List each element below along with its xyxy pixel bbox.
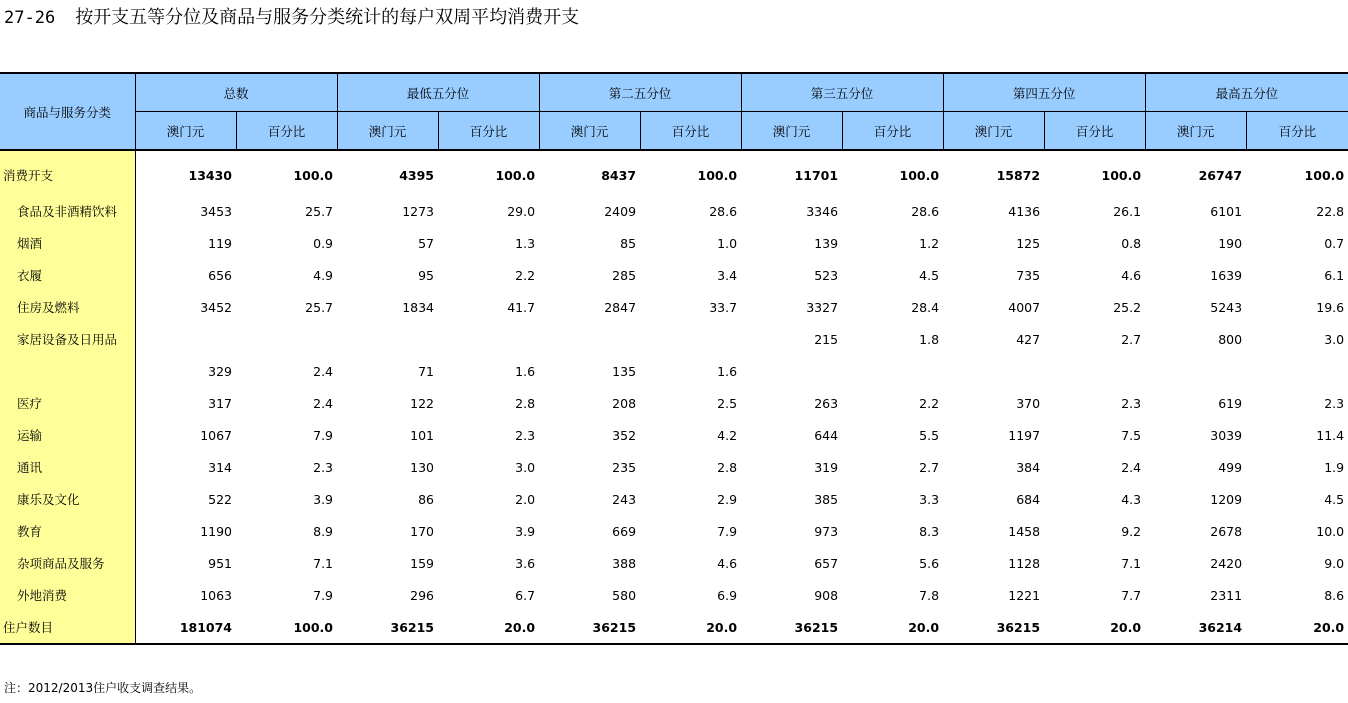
cell-percent: 25.2 [1113, 299, 1142, 315]
subheader-percent: 百分比 [640, 112, 741, 151]
table-code: 27-26 [4, 8, 56, 28]
subheader-mop: 澳门元 [539, 112, 640, 151]
cell-percent: 1.6 [515, 363, 536, 379]
subheader-mop: 澳门元 [741, 112, 842, 151]
cell-mop: 139 [814, 235, 839, 251]
table-row [0, 323, 1348, 355]
cell-percent: 20.0 [1246, 611, 1348, 644]
cell-percent: 2.3 [515, 427, 536, 443]
cell-mop: 1209 [1210, 491, 1243, 507]
table-row [0, 387, 1348, 419]
group-header: 最低五分位 [337, 73, 539, 112]
cell-mop [943, 355, 1044, 387]
cell-percent: 20.0 [438, 611, 539, 644]
cell-percent: 2.3 [1324, 395, 1345, 411]
cell-mop: 122 [410, 395, 435, 411]
cell-mop: 86 [418, 491, 435, 507]
cell-mop: 499 [1218, 459, 1243, 475]
cell-percent: 3.4 [717, 267, 738, 283]
cell-mop: 2678 [1210, 523, 1243, 539]
table-row [0, 419, 1348, 451]
cell-mop: 8437 [601, 167, 637, 183]
cell-mop: 735 [1016, 267, 1041, 283]
cell-percent [236, 323, 337, 355]
row-label: 康乐及文化 [0, 483, 135, 515]
cell-percent: 3.9 [313, 491, 334, 507]
cell-percent: 9.2 [1121, 523, 1142, 539]
subheader-mop: 澳门元 [337, 112, 438, 151]
cell-mop: 119 [208, 235, 232, 251]
row-label [0, 355, 135, 387]
cell-percent: 2.3 [313, 459, 334, 475]
cell-percent: 5.5 [919, 427, 940, 443]
cell-percent: 2.8 [515, 395, 536, 411]
table-row [0, 611, 1348, 644]
cell-percent: 3.0 [515, 459, 536, 475]
cell-mop: 951 [208, 555, 232, 571]
cell-percent [1246, 355, 1348, 387]
table-row [0, 547, 1348, 579]
cell-percent: 7.8 [919, 587, 940, 603]
cell-mop: 26747 [1198, 167, 1243, 183]
table-row [0, 259, 1348, 291]
cell-mop: 384 [1016, 459, 1041, 475]
row-label: 住户数目 [0, 611, 135, 644]
cell-mop: 314 [208, 459, 232, 475]
cell-mop: 3452 [200, 299, 232, 315]
cell-mop [337, 323, 438, 355]
subheader-mop: 澳门元 [135, 112, 236, 151]
row-label: 烟酒 [0, 227, 135, 259]
cell-mop: 4395 [399, 167, 435, 183]
cell-percent: 41.7 [507, 299, 536, 315]
cell-percent: 100.0 [293, 167, 334, 183]
cell-percent: 4.6 [1121, 267, 1142, 283]
cell-percent: 4.5 [1324, 491, 1345, 507]
cell-percent: 1.6 [717, 363, 738, 379]
cell-mop: 800 [1218, 331, 1243, 347]
cell-mop: 4007 [1008, 299, 1041, 315]
row-label: 教育 [0, 515, 135, 547]
cell-percent: 1.8 [919, 331, 940, 347]
cell-mop: 36215 [943, 611, 1044, 644]
cell-mop: 285 [612, 267, 637, 283]
cell-mop: 36214 [1145, 611, 1246, 644]
group-header: 总数 [135, 73, 337, 112]
cell-percent: 7.1 [1121, 555, 1142, 571]
cell-mop: 1190 [200, 523, 232, 539]
cell-percent: 2.7 [919, 459, 940, 475]
cell-percent: 28.6 [709, 203, 738, 219]
cell-percent: 2.9 [717, 491, 738, 507]
row-label: 医疗 [0, 387, 135, 419]
row-label: 食品及非酒精饮料 [0, 195, 135, 227]
row-label: 衣履 [0, 259, 135, 291]
cell-mop: 3453 [200, 203, 232, 219]
cell-percent: 7.1 [313, 555, 334, 571]
cell-percent: 3.0 [1324, 331, 1345, 347]
group-header: 第四五分位 [943, 73, 1145, 112]
cell-mop: 523 [814, 267, 839, 283]
cell-percent: 100.0 [1304, 167, 1345, 183]
cell-mop: 263 [814, 395, 839, 411]
page-title [4, 6, 579, 30]
cell-mop: 135 [612, 363, 637, 379]
footnote: 注：2012/2013住户收支调查结果。 [4, 681, 202, 695]
cell-percent: 1.9 [1324, 459, 1345, 475]
cell-mop [1145, 355, 1246, 387]
cell-percent: 6.7 [515, 587, 536, 603]
cell-mop: 427 [1016, 331, 1041, 347]
cell-mop: 215 [814, 331, 839, 347]
cell-mop: 2409 [604, 203, 637, 219]
cell-percent: 25.7 [305, 299, 334, 315]
cell-percent: 4.2 [717, 427, 738, 443]
cell-mop: 1458 [1008, 523, 1041, 539]
cell-percent: 1.0 [717, 235, 738, 251]
cell-mop: 13430 [188, 167, 232, 183]
cell-mop: 1639 [1210, 267, 1243, 283]
cell-mop: 1067 [200, 427, 232, 443]
table-row [0, 150, 1348, 195]
cell-mop: 159 [410, 555, 435, 571]
cell-percent: 19.6 [1316, 299, 1345, 315]
row-label: 消费开支 [0, 150, 135, 195]
cell-percent: 0.9 [313, 235, 334, 251]
table-row [0, 515, 1348, 547]
table-row [0, 483, 1348, 515]
cell-percent: 4.5 [919, 267, 940, 283]
cell-mop: 619 [1218, 395, 1243, 411]
cell-percent: 0.8 [1121, 235, 1142, 251]
row-label: 杂项商品及服务 [0, 547, 135, 579]
subheader-percent: 百分比 [438, 112, 539, 151]
cell-mop: 4136 [1008, 203, 1041, 219]
cell-percent: 2.2 [919, 395, 940, 411]
cell-mop: 317 [208, 395, 232, 411]
cell-mop: 71 [418, 363, 435, 379]
cell-percent: 100.0 [697, 167, 738, 183]
cell-mop: 243 [612, 491, 637, 507]
cell-percent: 26.1 [1113, 203, 1142, 219]
cell-percent: 3.3 [919, 491, 940, 507]
cell-percent: 2.2 [515, 267, 536, 283]
cell-percent [438, 323, 539, 355]
cell-mop: 908 [814, 587, 839, 603]
table-row [0, 355, 1348, 387]
cell-mop: 684 [1016, 491, 1041, 507]
cell-mop [741, 355, 842, 387]
cell-percent: 0.7 [1324, 235, 1345, 251]
table-row [0, 451, 1348, 483]
category-header: 商品与服务分类 [0, 73, 135, 150]
row-label: 运输 [0, 419, 135, 451]
cell-mop: 181074 [135, 611, 236, 644]
cell-mop: 170 [410, 523, 435, 539]
cell-mop: 1197 [1008, 427, 1041, 443]
cell-mop: 352 [612, 427, 637, 443]
cell-mop: 36215 [337, 611, 438, 644]
cell-mop: 6101 [1210, 203, 1243, 219]
cell-mop: 2311 [1210, 587, 1243, 603]
cell-mop: 3039 [1210, 427, 1243, 443]
cell-percent: 2.4 [313, 363, 334, 379]
cell-mop: 973 [814, 523, 839, 539]
cell-mop: 130 [410, 459, 435, 475]
cell-percent: 20.0 [640, 611, 741, 644]
table-row [0, 579, 1348, 611]
table-row [0, 291, 1348, 323]
cell-mop: 3327 [806, 299, 839, 315]
cell-mop: 329 [208, 363, 232, 379]
table-row [0, 195, 1348, 227]
cell-percent [1044, 355, 1145, 387]
statistics-table [0, 72, 1348, 645]
cell-percent: 20.0 [842, 611, 943, 644]
cell-percent: 4.3 [1121, 491, 1142, 507]
subheader-percent: 百分比 [1246, 112, 1348, 151]
cell-mop: 1128 [1008, 555, 1041, 571]
cell-mop: 2847 [604, 299, 637, 315]
cell-percent: 4.9 [313, 267, 334, 283]
cell-mop [539, 323, 640, 355]
cell-mop: 208 [612, 395, 637, 411]
cell-percent: 7.9 [313, 587, 334, 603]
cell-mop: 85 [620, 235, 637, 251]
cell-percent: 7.5 [1121, 427, 1142, 443]
cell-mop: 296 [410, 587, 435, 603]
subheader-percent: 百分比 [842, 112, 943, 151]
cell-percent: 25.7 [305, 203, 334, 219]
group-header: 第二五分位 [539, 73, 741, 112]
cell-percent: 8.9 [313, 523, 334, 539]
cell-mop: 3346 [806, 203, 839, 219]
cell-percent: 11.4 [1316, 427, 1345, 443]
cell-percent: 6.1 [1324, 267, 1345, 283]
cell-percent: 9.0 [1324, 555, 1345, 571]
cell-percent: 2.8 [717, 459, 738, 475]
cell-percent: 7.7 [1121, 587, 1142, 603]
subheader-percent: 百分比 [236, 112, 337, 151]
cell-mop: 669 [612, 523, 637, 539]
cell-percent: 2.5 [717, 395, 738, 411]
cell-percent: 28.4 [911, 299, 940, 315]
cell-mop: 125 [1016, 235, 1041, 251]
cell-percent: 2.3 [1121, 395, 1142, 411]
cell-percent: 20.0 [1044, 611, 1145, 644]
cell-mop: 385 [814, 491, 839, 507]
cell-mop: 644 [814, 427, 839, 443]
table-row [0, 227, 1348, 259]
row-label: 外地消费 [0, 579, 135, 611]
cell-mop: 656 [208, 267, 232, 283]
cell-mop: 2420 [1210, 555, 1243, 571]
cell-percent: 1.2 [919, 235, 940, 251]
cell-percent: 2.4 [313, 395, 334, 411]
cell-mop: 370 [1016, 395, 1041, 411]
cell-percent: 5.6 [919, 555, 940, 571]
cell-percent: 3.9 [515, 523, 536, 539]
cell-percent: 1.3 [515, 235, 536, 251]
cell-percent: 22.8 [1316, 203, 1345, 219]
cell-mop: 5243 [1210, 299, 1243, 315]
group-header: 第三五分位 [741, 73, 943, 112]
cell-mop: 15872 [996, 167, 1041, 183]
cell-percent: 28.6 [911, 203, 940, 219]
cell-percent: 100.0 [236, 611, 337, 644]
cell-mop: 36215 [741, 611, 842, 644]
cell-mop: 57 [418, 235, 435, 251]
row-label: 通讯 [0, 451, 135, 483]
cell-percent: 100.0 [1101, 167, 1142, 183]
cell-percent: 7.9 [717, 523, 738, 539]
cell-mop: 11701 [794, 167, 839, 183]
cell-mop [135, 323, 236, 355]
row-label: 家居设备及日用品 [0, 323, 135, 355]
cell-percent: 2.7 [1121, 331, 1142, 347]
cell-mop: 1834 [402, 299, 435, 315]
cell-mop: 522 [208, 491, 232, 507]
table-title: 按开支五等分位及商品与服务分类统计的每户双周平均消费开支 [75, 7, 580, 28]
cell-percent: 2.4 [1121, 459, 1142, 475]
cell-percent: 8.6 [1324, 587, 1345, 603]
cell-percent: 7.9 [313, 427, 334, 443]
cell-mop: 1221 [1008, 587, 1041, 603]
cell-mop: 657 [814, 555, 839, 571]
cell-mop: 101 [410, 427, 435, 443]
cell-percent: 6.9 [717, 587, 738, 603]
cell-mop: 1273 [402, 203, 435, 219]
cell-percent: 29.0 [507, 203, 536, 219]
group-header: 最高五分位 [1145, 73, 1348, 112]
cell-mop: 190 [1218, 235, 1243, 251]
subheader-mop: 澳门元 [943, 112, 1044, 151]
cell-mop: 235 [612, 459, 637, 475]
subheader-mop: 澳门元 [1145, 112, 1246, 151]
cell-percent: 4.6 [717, 555, 738, 571]
cell-mop: 388 [612, 555, 637, 571]
cell-mop: 319 [814, 459, 839, 475]
cell-mop: 36215 [539, 611, 640, 644]
cell-percent: 3.6 [515, 555, 536, 571]
cell-percent [842, 355, 943, 387]
cell-percent [640, 323, 741, 355]
cell-percent: 100.0 [495, 167, 536, 183]
subheader-percent: 百分比 [1044, 112, 1145, 151]
cell-mop: 1063 [200, 587, 232, 603]
cell-mop: 95 [418, 267, 435, 283]
row-label: 住房及燃料 [0, 291, 135, 323]
cell-percent: 100.0 [899, 167, 940, 183]
cell-percent: 2.0 [515, 491, 536, 507]
cell-percent: 10.0 [1316, 523, 1345, 539]
cell-mop: 580 [612, 587, 637, 603]
cell-percent: 33.7 [709, 299, 738, 315]
cell-percent: 8.3 [919, 523, 940, 539]
